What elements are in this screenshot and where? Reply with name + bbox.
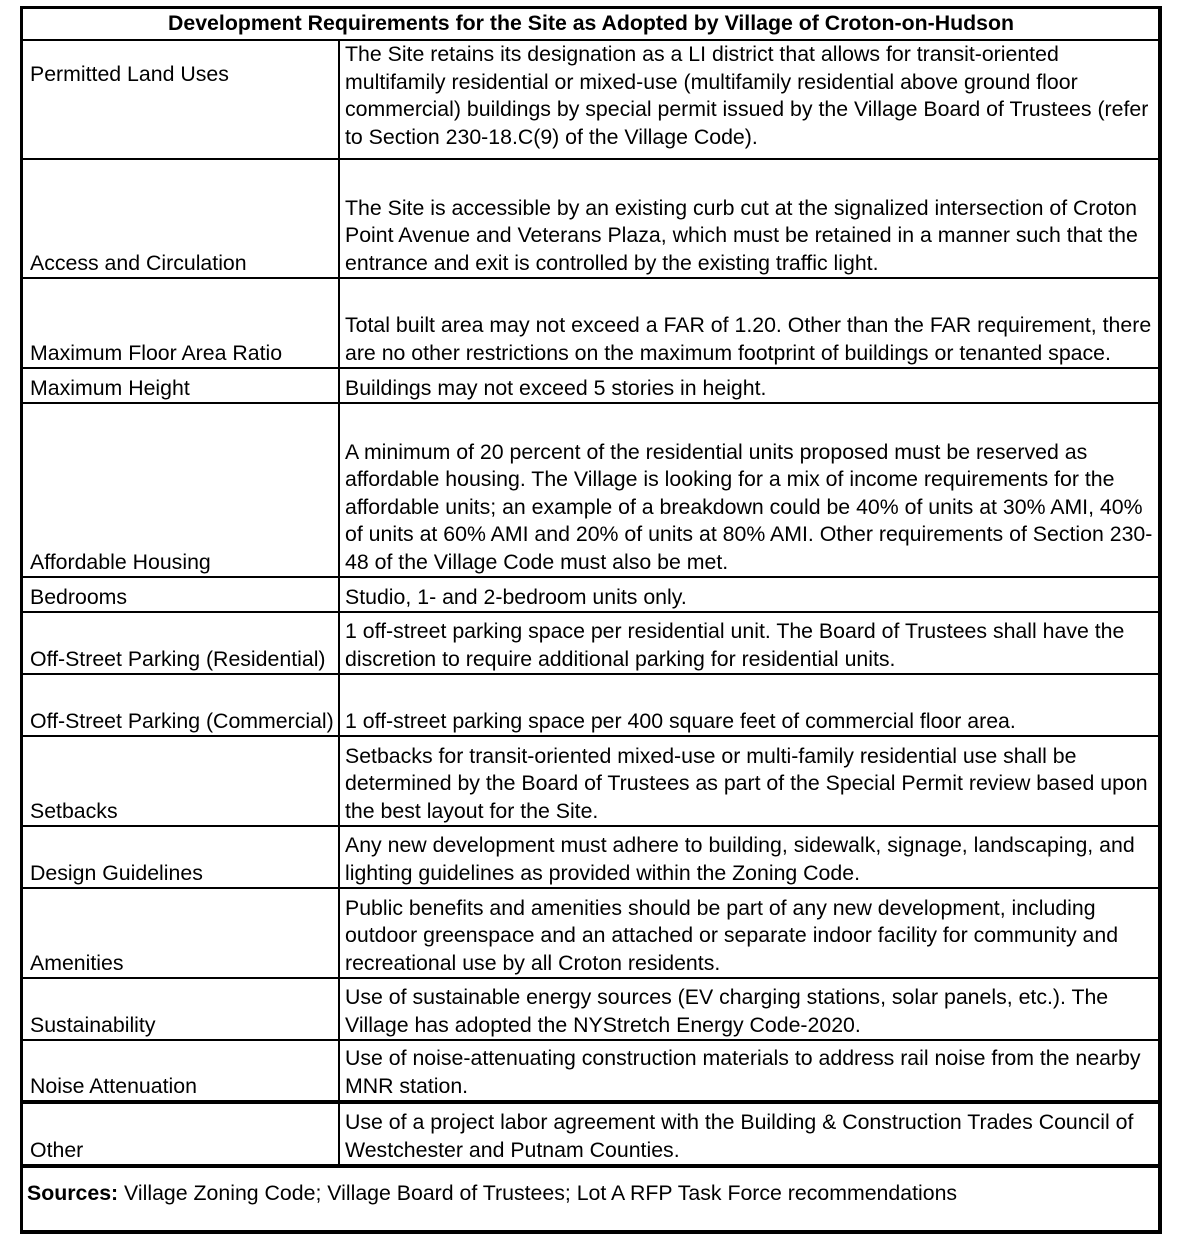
row-requirement: Any new development must adhere to building, sidewalk, signage, landscaping, and lighting guidelines as provided within the Zoning Code. — [339, 826, 1159, 888]
table-row — [23, 736, 1159, 826]
table-title: Development Requirements for the Site as Adopted by Village of Croton-on-Hudson — [23, 9, 1159, 40]
row-label: Setbacks — [23, 736, 339, 826]
table-row — [23, 278, 1159, 368]
requirements-table-frame — [20, 6, 1162, 1234]
row-requirement: Buildings may not exceed 5 stories in height. — [339, 368, 1159, 403]
row-label: Sustainability — [23, 978, 339, 1040]
table-row — [23, 826, 1159, 888]
sources-label: Sources: — [27, 1181, 119, 1205]
table-row — [23, 159, 1159, 278]
row-label: Maximum Floor Area Ratio — [23, 278, 339, 368]
row-requirement: Public benefits and amenities should be part of any new development, including outdoor greenspace and an attached or separate indoor facility for community and recreational use by all Croton residents. — [339, 888, 1159, 978]
row-requirement: Use of sustainable energy sources (EV charging stations, solar panels, etc.). The Village has adopted the NYStretch Energy Code-2020. — [339, 978, 1159, 1040]
table-row — [23, 1102, 1159, 1166]
sources-text: Village Zoning Code; Village Board of Trustees; Lot A RFP Task Force recommendations — [118, 1181, 958, 1205]
row-label: Noise Attenuation — [23, 1040, 339, 1102]
table-row — [23, 888, 1159, 978]
row-requirement: The Site is accessible by an existing curb cut at the signalized intersection of Croton Point Avenue and Veterans Plaza, which must be retained in a manner such that the entrance and exit is controlled by the existing traffic light. — [339, 159, 1159, 278]
row-label: Affordable Housing — [23, 403, 339, 577]
row-requirement: Use of noise-attenuating construction materials to address rail noise from the nearby MNR station. — [339, 1040, 1159, 1102]
table-row — [23, 612, 1159, 674]
table-row — [23, 674, 1159, 736]
row-requirement: Setbacks for transit-oriented mixed-use or multi-family residential use shall be determined by the Board of Trustees as part of the Special Permit review based upon the best layout for the Site. — [339, 736, 1159, 826]
table-row — [23, 1040, 1159, 1102]
table-header-row — [23, 9, 1159, 40]
table-row — [23, 368, 1159, 403]
table-row — [23, 978, 1159, 1040]
row-label: Permitted Land Uses — [23, 40, 339, 159]
table-row — [23, 403, 1159, 577]
row-requirement: The Site retains its designation as a LI district that allows for transit-oriented multifamily residential or mixed-use (multifamily residential above ground floor commercial) buildings by special permit issued by the Village Board of Trustees (refer to Section 230-18.C(9) of the Village Code). — [339, 40, 1159, 159]
row-label: Other — [23, 1102, 339, 1166]
table-row — [23, 40, 1159, 159]
row-requirement: 1 off-street parking space per 400 square feet of commercial floor area. — [339, 674, 1159, 736]
row-requirement: Studio, 1- and 2-bedroom units only. — [339, 577, 1159, 612]
row-requirement: A minimum of 20 percent of the residential units proposed must be reserved as affordable housing. The Village is looking for a mix of income requirements for the affordable units; an example of a breakdown could be 40% of units at 30% AMI, 40% of units at 60% AMI and 20% of units at 80% AMI. Other requirements of Section 230-48 of the Village Code must also be met. — [339, 403, 1159, 577]
row-requirement: Total built area may not exceed a FAR of 1.20. Other than the FAR requirement, there are no other restrictions on the maximum footprint of buildings or tenanted space. — [339, 278, 1159, 368]
row-requirement: 1 off-street parking space per residential unit. The Board of Trustees shall have the discretion to require additional parking for residential units. — [339, 612, 1159, 674]
row-label: Access and Circulation — [23, 159, 339, 278]
row-label: Bedrooms — [23, 577, 339, 612]
row-label: Amenities — [23, 888, 339, 978]
requirements-table — [23, 9, 1159, 1168]
row-requirement: Use of a project labor agreement with the Building & Construction Trades Council of Westchester and Putnam Counties. — [339, 1102, 1159, 1166]
row-label: Design Guidelines — [23, 826, 339, 888]
table-row — [23, 577, 1159, 612]
sources-note — [23, 1172, 1158, 1206]
row-label: Maximum Height — [23, 368, 339, 403]
row-label: Off-Street Parking (Commercial) — [23, 674, 339, 736]
row-label: Off-Street Parking (Residential) — [23, 612, 339, 674]
